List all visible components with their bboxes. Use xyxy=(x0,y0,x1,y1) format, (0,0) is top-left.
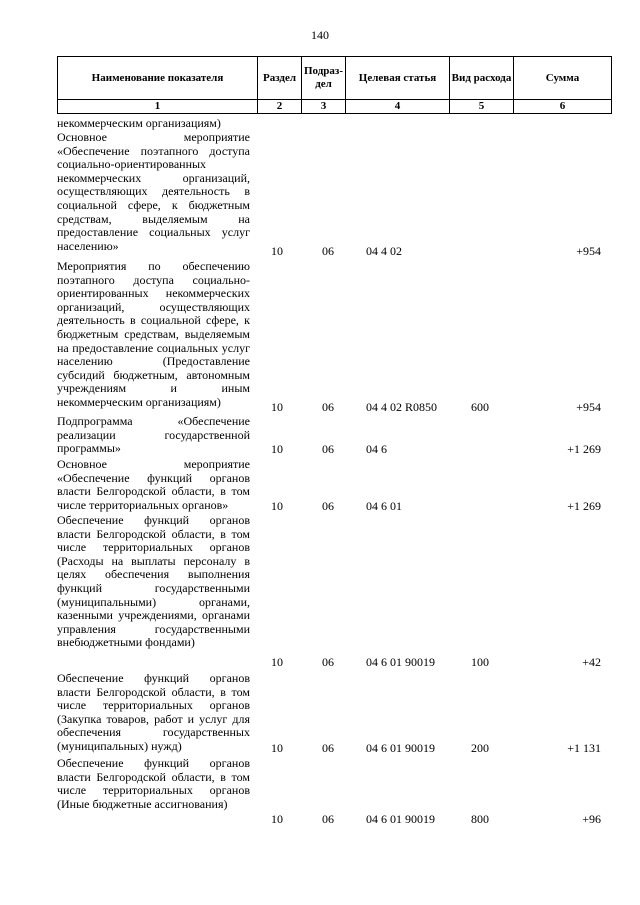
row-cs: 04 4 02 R0850 xyxy=(366,400,438,415)
row-name: Обеспечение функций органов власти Белгородской области, в том числе территориальных органов (Иные бюджетные ассигнования) xyxy=(57,756,250,811)
row-cs: 04 6 01 90019 xyxy=(366,741,435,756)
row-name: некоммерческим организациям) xyxy=(57,116,221,130)
row-cs: 04 6 01 90019 xyxy=(366,655,435,670)
table-row xyxy=(57,672,617,756)
row-podrazdel: 06 xyxy=(322,499,334,514)
table-row xyxy=(57,458,617,514)
page-number: 140 xyxy=(311,28,329,42)
row-podrazdel: 06 xyxy=(322,244,334,259)
table-row xyxy=(57,117,617,131)
table-row xyxy=(57,131,617,259)
row-sum: +1 269 xyxy=(567,442,601,457)
col-number: 3 xyxy=(302,100,346,114)
row-vid: 100 xyxy=(471,655,489,670)
row-sum: +954 xyxy=(576,244,601,259)
row-name: Обеспечение функций органов власти Белгородской области, в том числе территориальных органов (Расходы на выплаты персоналу в целях обеспечения выполнения функций государственными (муниципальными) органами, казенными учреждениями, органами управления государственными внебюджетными фондами) xyxy=(57,513,250,650)
col-header-summa: Сумма xyxy=(514,57,612,100)
row-razdel: 10 xyxy=(271,499,283,514)
row-sum: +1 269 xyxy=(567,499,601,514)
table-header xyxy=(57,56,612,114)
row-razdel: 10 xyxy=(271,812,283,827)
row-cs: 04 4 02 xyxy=(366,244,402,259)
col-header-cs: Целевая статья xyxy=(346,57,450,100)
row-sum: +96 xyxy=(582,812,601,827)
row-podrazdel: 06 xyxy=(322,400,334,415)
col-number: 4 xyxy=(346,100,450,114)
row-sum: +954 xyxy=(576,400,601,415)
col-header-podrazdel: Подраз-дел xyxy=(302,57,346,100)
row-sum: +42 xyxy=(582,655,601,670)
row-podrazdel: 06 xyxy=(322,812,334,827)
row-razdel: 10 xyxy=(271,442,283,457)
row-razdel: 10 xyxy=(271,244,283,259)
row-razdel: 10 xyxy=(271,655,283,670)
row-sum: +1 131 xyxy=(567,741,601,756)
row-cs: 04 6 01 90019 xyxy=(366,812,435,827)
col-number: 2 xyxy=(258,100,302,114)
row-name: Основное мероприятие «Обеспечение поэтапного доступа социально-ориентированных некоммерческих организаций, осуществляющих деятельность в социальной сфере, к бюджетным средствам, выделяемым на предоставление социальных услуг населению» xyxy=(57,130,250,253)
row-podrazdel: 06 xyxy=(322,655,334,670)
col-header-name: Наименование показателя xyxy=(58,57,258,100)
row-vid: 800 xyxy=(471,812,489,827)
row-podrazdel: 06 xyxy=(322,741,334,756)
col-header-razdel: Раздел xyxy=(258,57,302,100)
table-row xyxy=(57,514,617,670)
table-row xyxy=(57,415,617,457)
row-vid: 600 xyxy=(471,400,489,415)
row-name: Подпрограмма «Обеспечение реализации государственной программы» xyxy=(57,414,250,456)
row-podrazdel: 06 xyxy=(322,442,334,457)
col-number: 6 xyxy=(514,100,612,114)
row-cs: 04 6 01 xyxy=(366,499,402,514)
table-row xyxy=(57,757,617,827)
row-name: Мероприятия по обеспечению поэтапного доступа социально-ориентированных некоммерческих организаций, осуществляющих деятельность в социальной сфере, к бюджетным средствам, выделяемым на предоставление социальных услуг населению (Предоставление субсидий бюджетным, автономным учреждениям и иным некоммерческим организациям) xyxy=(57,259,250,409)
table-row xyxy=(57,260,617,415)
row-razdel: 10 xyxy=(271,400,283,415)
col-header-vid: Вид расхода xyxy=(450,57,514,100)
row-vid: 200 xyxy=(471,741,489,756)
row-cs: 04 6 xyxy=(366,442,387,457)
row-name: Основное мероприятие «Обеспечение функций органов власти Белгородской области, в том числе территориальных органов» xyxy=(57,457,250,512)
row-razdel: 10 xyxy=(271,741,283,756)
col-number: 1 xyxy=(58,100,258,114)
row-name: Обеспечение функций органов власти Белгородской области, в том числе территориальных органов (Закупка товаров, работ и услуг для обеспечения государственных (муниципальных) нужд) xyxy=(57,671,250,753)
col-number: 5 xyxy=(450,100,514,114)
